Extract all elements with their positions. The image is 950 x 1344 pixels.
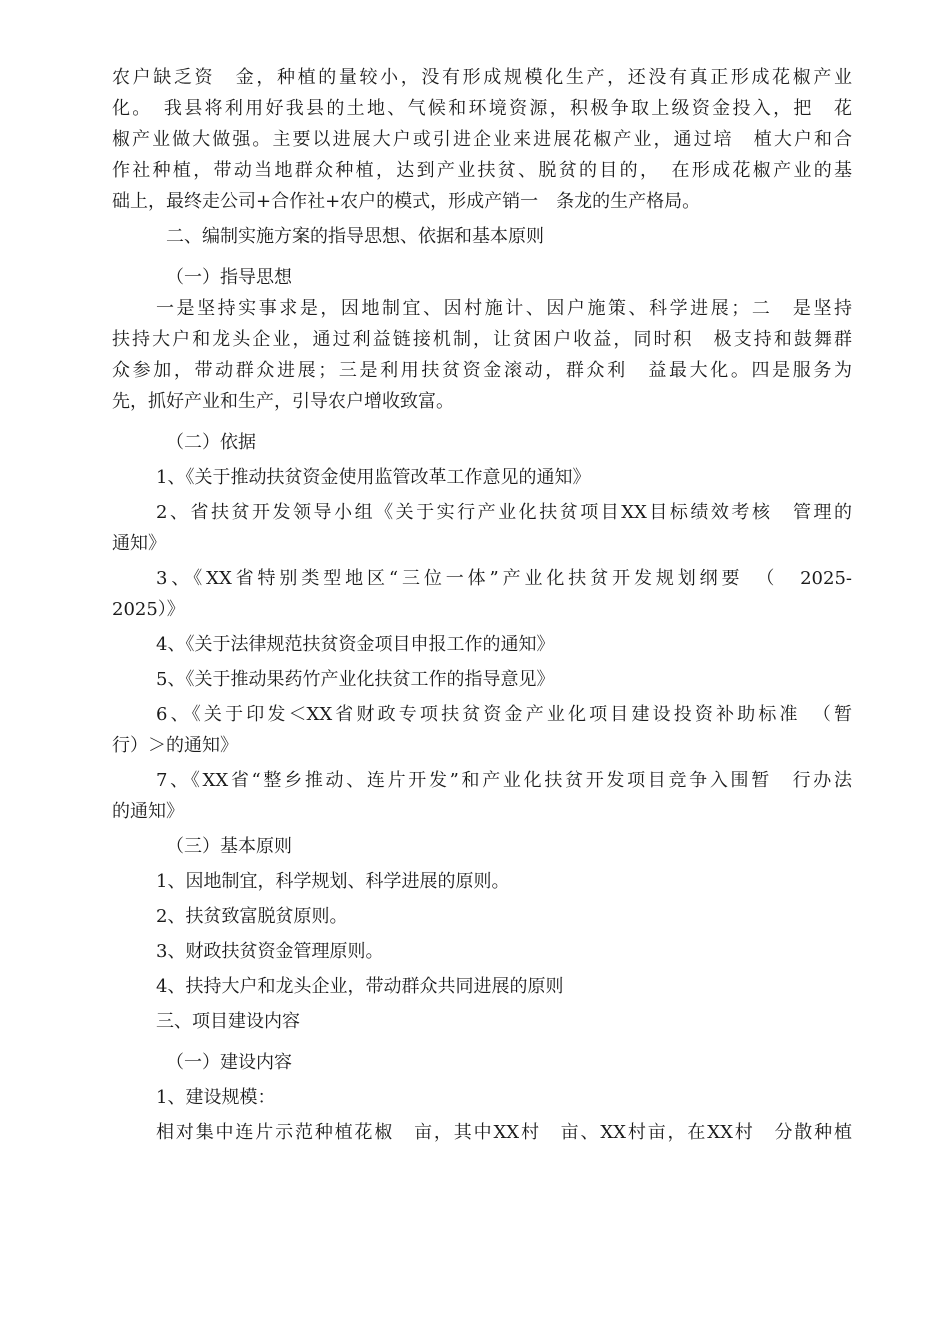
subsection-heading: （三）基本原则 xyxy=(166,836,292,857)
paragraph-line: 众参加，带动群众进展；三是利用扶贫资金滚动，群众利 益最大化。四是服务为 xyxy=(112,360,852,381)
list-item: 7、《XX省“整乡推动、连片开发”和产业化扶贫开发项目竞争入围暂 行办法 xyxy=(156,770,852,791)
paragraph-line: 础上，最终走公司+合作社+农户的模式，形成产销一 条龙的生产格局。 xyxy=(112,191,701,212)
paragraph-line: 相对集中连片示范种植花椒 亩，其中XX村 亩、XX村亩，在XX村 分散种植 xyxy=(156,1122,852,1143)
paragraph-line: 作社种植，带动当地群众种植，达到产业扶贫、脱贫的目的， 在形成花椒产业的基 xyxy=(112,160,852,181)
list-item: 2、省扶贫开发领导小组《关于实行产业化扶贫项目XX目标绩效考核 管理的 xyxy=(156,502,852,523)
list-item: 3、财政扶贫资金管理原则。 xyxy=(156,941,384,962)
intro-paragraph xyxy=(112,62,852,217)
list-item: 5、《关于推动果药竹产业化扶贫工作的指导意见》 xyxy=(156,669,555,690)
subsection-heading: （一）建设内容 xyxy=(166,1052,292,1073)
paragraph-line: 农户缺乏资 金，种植的量较小，没有形成规模化生产，还没有真正形成花椒产业 xyxy=(112,67,852,88)
list-item: 2、扶贫致富脱贫原则。 xyxy=(156,906,348,927)
paragraph-line: 一是坚持实事求是，因地制宜、因村施计、因户施策、科学进展；二 是坚持 xyxy=(156,298,852,319)
subsection-heading: （二）依据 xyxy=(166,432,256,453)
list-item-continuation: 的通知》 xyxy=(112,801,184,822)
paragraph-line: 椒产业做大做强。主要以进展大户或引进企业来进展花椒产业，通过培 植大户和合 xyxy=(112,129,852,150)
section-heading: 二、编制实施方案的指导思想、依据和基本原则 xyxy=(166,226,544,247)
guiding-thought-paragraph xyxy=(112,293,852,417)
document-page xyxy=(112,62,852,1148)
paragraph-line: 扶持大户和龙头企业，通过利益链接机制，让贫困户收益，同时积 极支持和鼓舞群 xyxy=(112,329,852,350)
list-item-continuation: 通知》 xyxy=(112,533,166,554)
item-heading: 1、建设规模： xyxy=(156,1087,276,1108)
list-item: 3、《XX省特别类型地区“三位一体”产业化扶贫开发规划纲要 （ 2025- xyxy=(156,568,852,589)
subsection-heading: （一）指导思想 xyxy=(166,267,292,288)
list-item: 4、扶持大户和龙头企业，带动群众共同进展的原则 xyxy=(156,976,564,997)
list-item-continuation: 行）＞的通知》 xyxy=(112,735,238,756)
list-item: 1、因地制宜，科学规划、科学进展的原则。 xyxy=(156,871,510,892)
principles-list xyxy=(112,866,852,1002)
paragraph-line: 化。 我县将利用好我县的土地、气候和环境资源，积极争取上级资金投入，把 花 xyxy=(112,98,852,119)
list-item: 1、《关于推动扶贫资金使用监管改革工作意见的通知》 xyxy=(156,467,591,488)
basis-list xyxy=(112,462,852,827)
list-item-continuation: 2025）》 xyxy=(112,599,185,620)
list-item: 4、《关于法律规范扶贫资金项目申报工作的通知》 xyxy=(156,634,555,655)
paragraph-line: 先，抓好产业和生产，引导农户增收致富。 xyxy=(112,391,454,412)
list-item: 6、《关于印发＜XX省财政专项扶贫资金产业化项目建设投资补助标准 （暂 xyxy=(156,704,852,725)
section-heading: 三、项目建设内容 xyxy=(156,1011,300,1032)
